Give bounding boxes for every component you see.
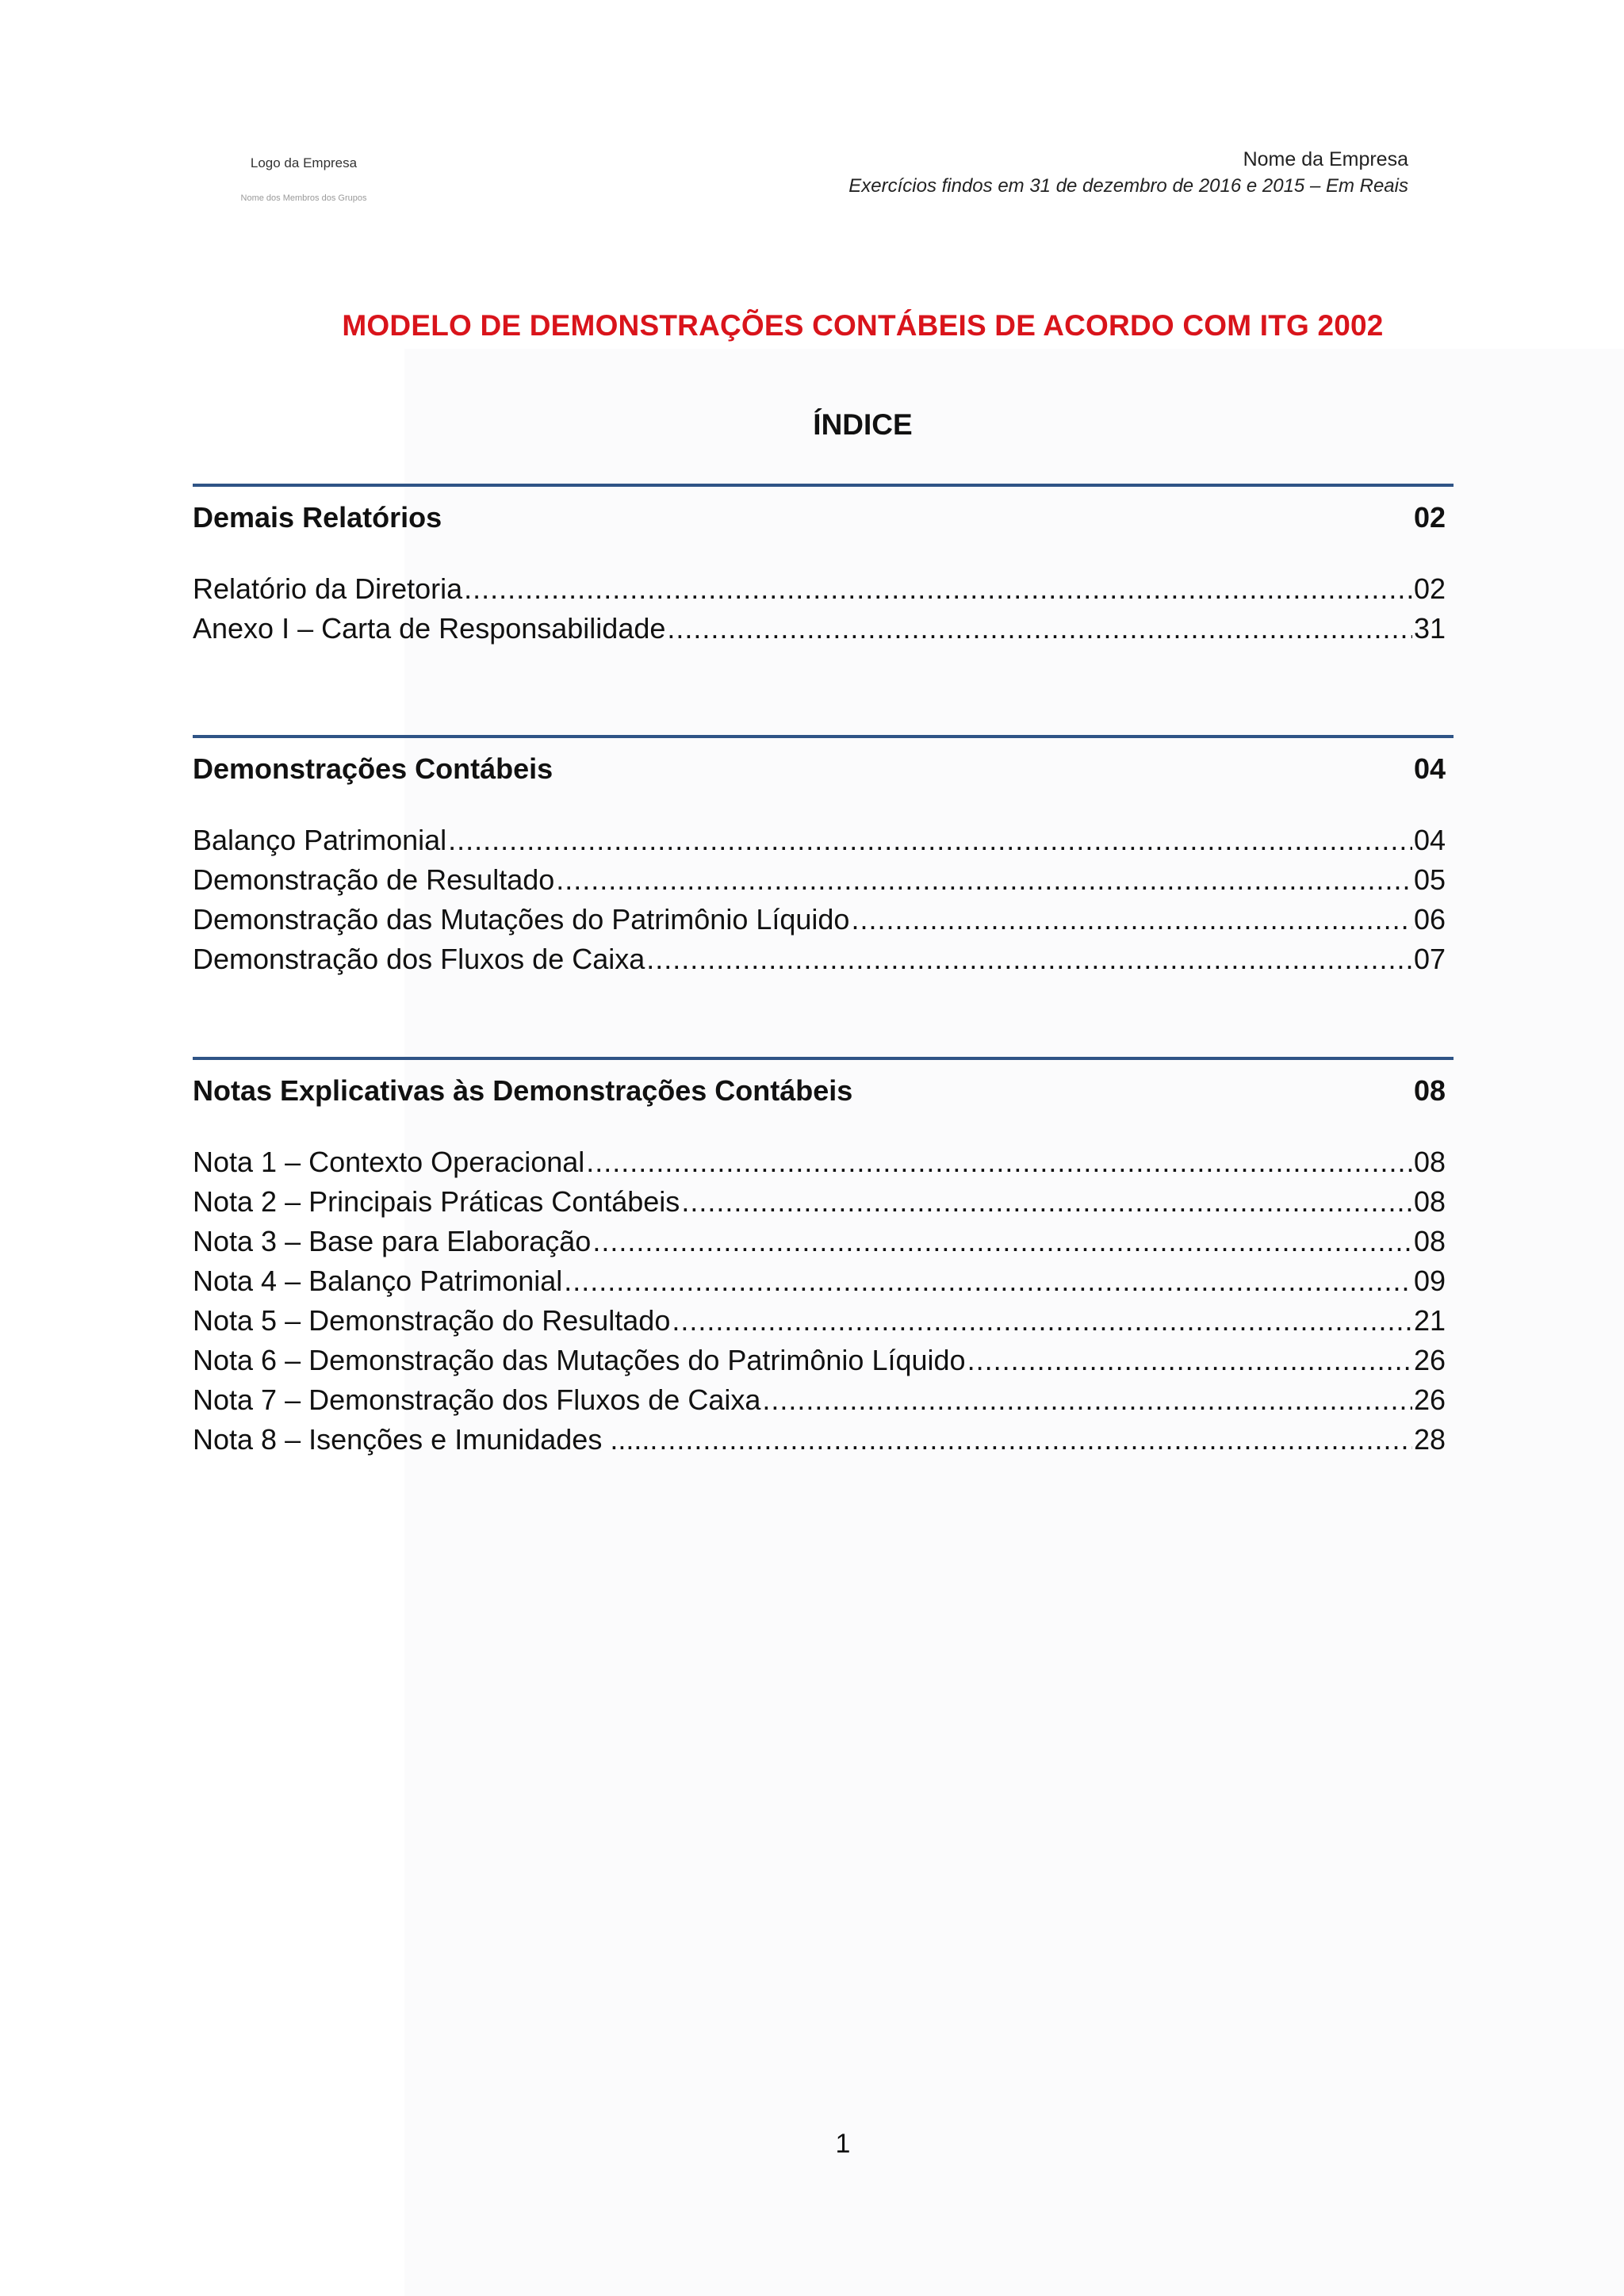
dot-leader [659, 1423, 1412, 1456]
company-logo [213, 155, 395, 203]
toc-entry-page: 08 [1413, 1185, 1446, 1218]
toc-entry[interactable] [193, 1265, 1454, 1304]
toc-entry-label: Nota 1 – Contexto Operacional [193, 1146, 585, 1178]
toc-entry[interactable] [193, 903, 1454, 943]
toc-section-notas-explicativas [193, 1057, 1454, 1463]
section-page: 04 [1413, 752, 1446, 785]
toc-entry-page: 07 [1413, 943, 1446, 975]
page-number: 1 [835, 2129, 851, 2159]
toc-entry-page: 05 [1413, 863, 1446, 896]
dot-leader [967, 1344, 1412, 1377]
toc-entry[interactable] [193, 1423, 1454, 1463]
toc-entry-page: 04 [1413, 824, 1446, 856]
section-title: Demais Relatórios [193, 501, 442, 534]
toc-entry-page: 31 [1413, 612, 1446, 645]
dot-leader [564, 1265, 1412, 1298]
toc-entry-label: Nota 5 – Demonstração do Resultado [193, 1304, 671, 1337]
toc-entry-page: 21 [1413, 1304, 1446, 1337]
toc-entry-label: Nota 7 – Demonstração dos Fluxos de Caixa [193, 1383, 761, 1416]
toc-entry[interactable] [193, 943, 1454, 982]
toc-entry-label: Nota 2 – Principais Práticas Contábeis [193, 1185, 680, 1218]
dot-leader [851, 903, 1411, 936]
toc-entry-page: 02 [1413, 572, 1446, 605]
section-title: Demonstrações Contábeis [193, 752, 553, 785]
section-divider [193, 1057, 1454, 1060]
document-title: MODELO DE DEMONSTRAÇÕES CONTÁBEIS DE ACORDO COM ITG 2002 [342, 309, 1384, 342]
dot-leader [592, 1225, 1412, 1258]
toc-entry-page: 08 [1413, 1225, 1446, 1257]
section-divider [193, 735, 1454, 738]
company-name: Nome da Empresa [1243, 148, 1408, 170]
section-heading[interactable] [193, 1074, 1454, 1111]
toc-entry[interactable] [193, 1185, 1454, 1225]
logo-text: Logo da Empresa [250, 155, 358, 170]
section-heading[interactable] [193, 752, 1454, 789]
section-title: Notas Explicativas às Demonstrações Contábeis [193, 1074, 853, 1107]
toc-entry-label: Relatório da Diretoria [193, 572, 463, 605]
dot-leader [667, 612, 1412, 645]
section-page: 08 [1413, 1074, 1446, 1107]
reporting-period: Exercícios findos em 31 de dezembro de 2016 e 2015 – Em Reais [848, 175, 1408, 197]
dot-leader [672, 1304, 1412, 1337]
toc-entry-page: 08 [1413, 1146, 1446, 1178]
dot-leader [762, 1383, 1412, 1417]
toc-entry-page: 28 [1413, 1423, 1446, 1456]
toc-entry-label: Demonstração dos Fluxos de Caixa [193, 943, 645, 975]
toc-entry-page: 09 [1413, 1265, 1446, 1297]
toc-section-demais-relatorios [193, 484, 1454, 652]
toc-entry[interactable] [193, 1304, 1454, 1344]
dot-leader [586, 1146, 1412, 1179]
toc-entry-label: Nota 6 – Demonstração das Mutações do Patrimônio Líquido [193, 1344, 966, 1376]
page-header [848, 146, 1408, 200]
toc-entry[interactable] [193, 1344, 1454, 1383]
toc-entry[interactable] [193, 572, 1454, 612]
dot-leader [448, 824, 1412, 857]
toc-entry[interactable] [193, 1383, 1454, 1423]
toc-entry-page: 06 [1413, 903, 1446, 936]
toc-entry-label: Demonstração das Mutações do Patrimônio Líquido [193, 903, 850, 936]
toc-entry[interactable] [193, 1225, 1454, 1265]
toc-entry[interactable] [193, 863, 1454, 903]
toc-entry-label: Balanço Patrimonial [193, 824, 447, 856]
toc-entry-label: Nota 8 – Isenções e Imunidades ...... [193, 1423, 658, 1456]
section-page: 02 [1413, 501, 1446, 534]
toc-entries [193, 1146, 1454, 1463]
toc-entry-label: Demonstração de Resultado [193, 863, 555, 896]
toc-section-demonstracoes-contabeis [193, 735, 1454, 982]
toc-entry-label: Anexo I – Carta de Responsabilidade [193, 612, 666, 645]
index-title: ÍNDICE [813, 408, 913, 441]
section-divider [193, 484, 1454, 487]
toc-entry[interactable] [193, 1146, 1454, 1185]
dot-leader [646, 943, 1412, 976]
toc-entry-label: Nota 4 – Balanço Patrimonial [193, 1265, 563, 1297]
toc-entries [193, 572, 1454, 652]
section-heading[interactable] [193, 501, 1454, 538]
dot-leader [681, 1185, 1412, 1219]
logo-subtext: Nome dos Membros dos Grupos [240, 193, 367, 203]
toc-entry-page: 26 [1413, 1344, 1446, 1376]
toc-entry[interactable] [193, 612, 1454, 652]
toc-entries [193, 824, 1454, 982]
dot-leader [464, 572, 1412, 606]
dot-leader [556, 863, 1412, 897]
toc-entry-page: 26 [1413, 1383, 1446, 1416]
toc-entry[interactable] [193, 824, 1454, 863]
toc-entry-label: Nota 3 – Base para Elaboração [193, 1225, 592, 1257]
